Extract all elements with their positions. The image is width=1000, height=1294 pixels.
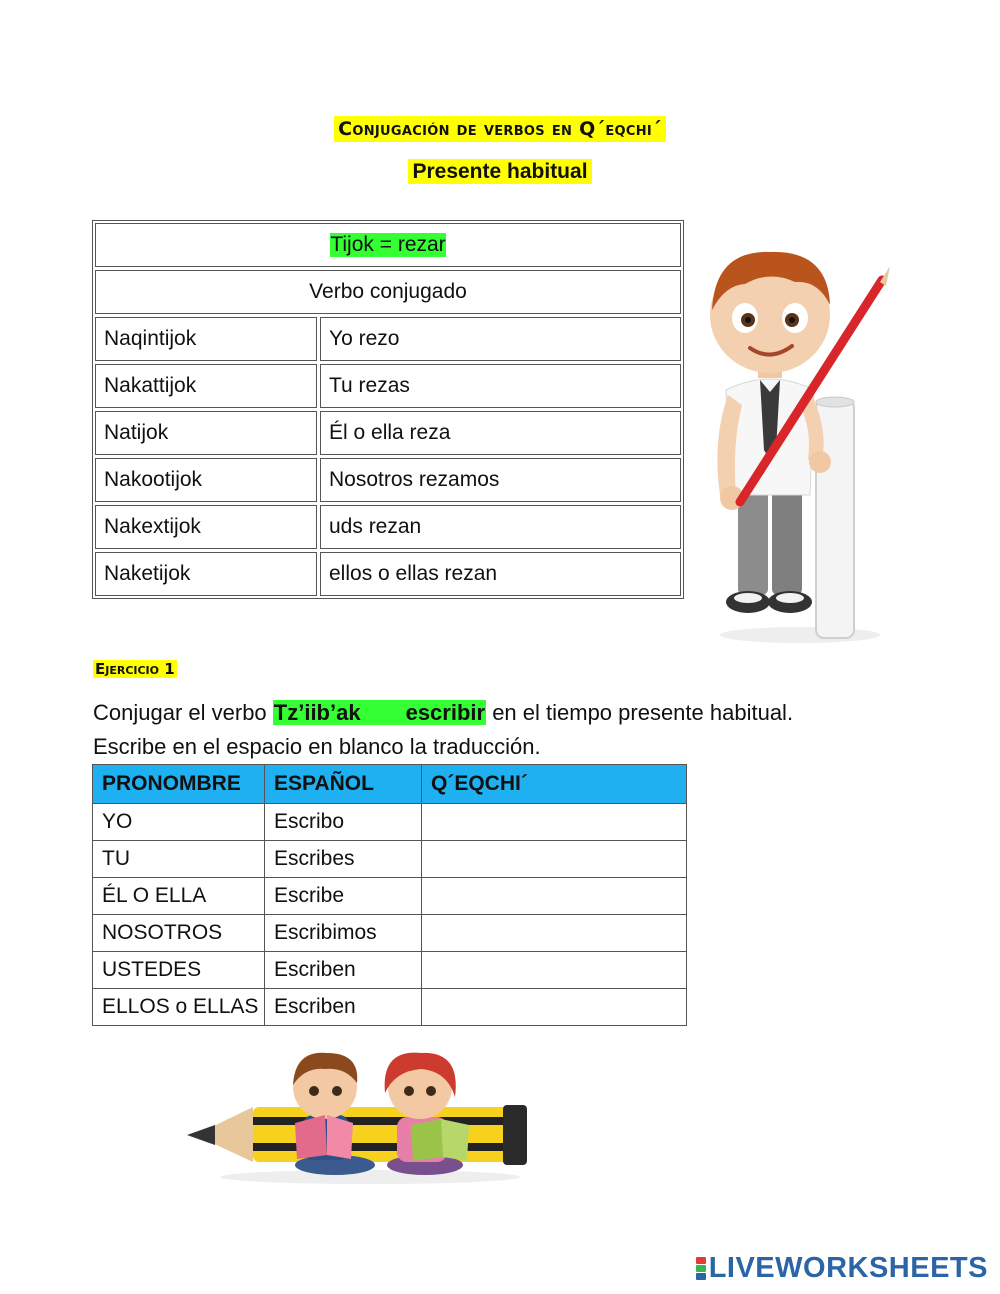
spanish-cell: Nosotros rezamos (320, 458, 681, 502)
kids-reading-pencil-illustration (185, 1045, 535, 1185)
spanish-cell: Escriben (265, 952, 422, 989)
answer-input[interactable] (431, 807, 675, 837)
table-row (93, 915, 687, 952)
verb-table-row (95, 364, 681, 408)
qeqchi-cell: Nakattijok (95, 364, 317, 408)
header-qeqchi: Q´EQCHI´ (422, 765, 687, 804)
header-espanol: ESPAÑOL (265, 765, 422, 804)
qeqchi-cell: Natijok (95, 411, 317, 455)
answer-input[interactable] (431, 881, 675, 911)
answer-input[interactable] (431, 918, 675, 948)
pronoun-cell: ÉL O ELLA (93, 878, 265, 915)
pronoun-cell: NOSOTROS (93, 915, 265, 952)
spanish-cell: Escribimos (265, 915, 422, 952)
answer-input[interactable] (431, 844, 675, 874)
pronoun-cell: USTEDES (93, 952, 265, 989)
table-row (93, 804, 687, 841)
boy-with-pencil-illustration (700, 240, 900, 645)
verb-table-row (95, 505, 681, 549)
qeqchi-cell: Naketijok (95, 552, 317, 596)
exercise-instruction-line2: Escribe en el espacio en blanco la traducción. (93, 734, 541, 759)
pronoun-cell: YO (93, 804, 265, 841)
answer-cell (422, 841, 687, 878)
exercise-instruction: Conjugar el verbo Tz’iib’ak escribir en el tiempo presente habitual. (93, 700, 794, 725)
liveworksheets-logo-icon (696, 1257, 706, 1280)
verb-table-header: Tijok = rezar (95, 223, 681, 267)
spanish-cell: Tu rezas (320, 364, 681, 408)
answer-cell (422, 989, 687, 1026)
verb-table-row (95, 317, 681, 361)
page-title: Conjugación de verbos en Q´eqchi´ (0, 118, 1000, 140)
answer-cell (422, 804, 687, 841)
spanish-cell: Escribo (265, 804, 422, 841)
page-subtitle: Presente habitual (0, 160, 1000, 184)
exercise-label: Ejercicio 1 (95, 660, 175, 678)
liveworksheets-brand: LIVEWORKSHEETS (696, 1252, 988, 1285)
answer-cell (422, 915, 687, 952)
exercise-table (92, 764, 687, 1026)
spanish-cell: Escribes (265, 841, 422, 878)
answer-cell (422, 878, 687, 915)
exercise-table-header-row (93, 765, 687, 804)
answer-input[interactable] (431, 992, 675, 1022)
spanish-cell: Él o ella reza (320, 411, 681, 455)
spanish-cell: Yo rezo (320, 317, 681, 361)
verb-conjugation-table (92, 220, 684, 599)
spanish-cell: uds rezan (320, 505, 681, 549)
table-row (93, 989, 687, 1026)
spanish-cell: ellos o ellas rezan (320, 552, 681, 596)
spanish-cell: Escriben (265, 989, 422, 1026)
verb-qeqchi: Tz’iib’ak escribir (273, 700, 486, 725)
header-pronombre: PRONOMBRE (93, 765, 265, 804)
verb-table-header-row (95, 223, 681, 267)
pronoun-cell: ELLOS o ELLAS (93, 989, 265, 1026)
answer-cell (422, 952, 687, 989)
verb-table-row (95, 552, 681, 596)
table-row (93, 878, 687, 915)
spanish-cell: Escribe (265, 878, 422, 915)
pronoun-cell: TU (93, 841, 265, 878)
verb-table-row (95, 411, 681, 455)
table-row (93, 841, 687, 878)
qeqchi-cell: Nakextijok (95, 505, 317, 549)
qeqchi-cell: Nakootijok (95, 458, 317, 502)
qeqchi-cell: Naqintijok (95, 317, 317, 361)
verb-table-subheader-row (95, 270, 681, 314)
verb-table-row (95, 458, 681, 502)
table-row (93, 952, 687, 989)
answer-input[interactable] (431, 955, 675, 985)
verb-table-subheader: Verbo conjugado (95, 270, 681, 314)
